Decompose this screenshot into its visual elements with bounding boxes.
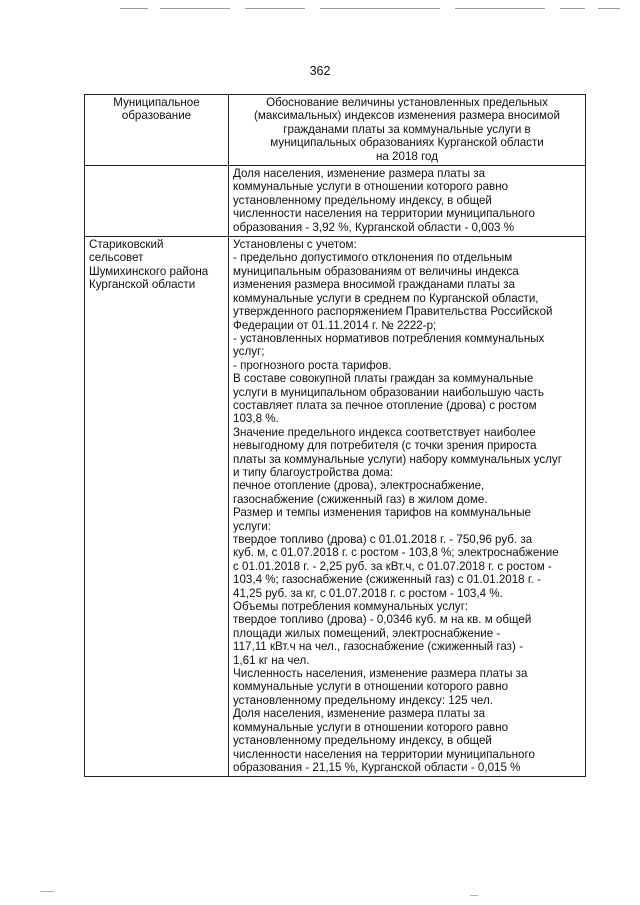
cell-justification-text: [229, 237, 586, 777]
text-line: услуг;: [233, 345, 265, 359]
text-line: Курганской области: [89, 278, 196, 292]
text-line: услуги в муниципальном образовании наибольшую часть: [233, 385, 544, 399]
header-municipality: [85, 95, 229, 166]
text-line: образования - 3,92 %, Курганской области - 0,003 %: [233, 220, 515, 234]
text-line: - установленных нормативов потребления коммунальных: [233, 331, 545, 345]
text-line: Численность населения, изменение размера платы за: [233, 667, 528, 681]
text-line: сельсовет: [89, 251, 144, 265]
table-row-continued: [85, 166, 586, 237]
text-line: услуги:: [233, 519, 271, 533]
text-line: коммунальные услуги в отношении которого равно: [233, 720, 509, 734]
text-line: Обоснование величины установленных предельных: [266, 96, 548, 109]
text-line: гражданами платы за коммунальные услуги в: [283, 122, 531, 136]
text-line: - предельно допустимого отклонения по отдельным: [233, 251, 513, 265]
text-line: 1,61 кг на чел.: [233, 653, 310, 667]
text-line: муниципальных образованиях Курганской области: [270, 136, 544, 150]
text-line: Объемы потребления коммунальных услуг:: [233, 600, 469, 614]
text-line: составляет плата за печное отопление (дрова) с ростом: [233, 398, 537, 412]
text-line: Шумихинского района: [89, 264, 209, 278]
scan-artifact-top: [120, 8, 620, 9]
text-line: утвержденного распоряжением Правительства Российской: [233, 305, 553, 319]
text-line: твердое топливо (дрова) - 0,0346 куб. м на кв. м общей: [233, 613, 532, 627]
text-line: Размер и темпы изменения тарифов на коммунальные: [233, 506, 531, 520]
text-line: газоснабжение (сжиженный газ) в жилом доме.: [233, 492, 488, 506]
text-line: установленному предельному индексу, в общей: [233, 193, 492, 207]
text-line: с 01.01.2018 г. - 2,25 руб. за кВт.ч, с 01.07.2018 г. с ростом -: [233, 559, 552, 573]
text-line: численности населения на территории муниципального: [233, 747, 535, 761]
text-line: и типу благоустройства дома:: [233, 465, 394, 479]
text-line: коммунальные услуги в отношении которого равно: [233, 680, 509, 694]
text-line: печное отопление (дрова), электроснабжение,: [233, 479, 485, 493]
text-line: Доля населения, изменение размера платы за: [233, 707, 486, 721]
cell-municipality-name: [85, 237, 229, 777]
header-justification: [229, 95, 586, 166]
text-line: Доля населения, изменение размера платы за: [233, 167, 486, 181]
text-line: Установлены с учетом:: [233, 238, 357, 252]
text-line: Значение предельного индекса соответствует наиболее: [233, 425, 536, 439]
text-line: (максимальных) индексов изменения размера вносимой: [254, 109, 560, 123]
text-line: коммунальные услуги в отношении которого равно: [233, 180, 509, 194]
text-line: куб. м, с 01.07.2018 г. с ростом - 103,8 %; электроснабжение: [233, 546, 559, 560]
scan-artifact-bottom: [0, 881, 640, 901]
page-number: 362: [309, 64, 331, 78]
text-line: образование: [121, 109, 192, 123]
text-line: коммунальные услуги в среднем по Курганской области,: [233, 291, 539, 305]
text-line: - прогнозного роста тарифов.: [233, 358, 392, 372]
table-row-starikovsky: [85, 237, 586, 777]
text-line: установленному предельному индексу: 125 чел.: [233, 693, 493, 707]
tariff-justification-table: [84, 94, 586, 777]
text-line: 103,4 %; газоснабжение (сжиженный газ) с 01.01.2018 г. -: [233, 573, 541, 587]
text-line: установленному предельному индексу, в общей: [233, 734, 492, 748]
text-line: В составе совокупной платы граждан за коммунальные: [233, 372, 534, 386]
text-line: Федерации от 01.11.2014 г. № 2222-р;: [233, 318, 437, 332]
text-line: 117,11 кВт.ч на чел., газоснабжение (сжиженный газ) -: [233, 640, 523, 654]
table-header-row: [85, 95, 586, 166]
text-line: муниципальным образованиям от величины индекса: [233, 264, 519, 278]
text-line: численности населения на территории муниципального: [233, 207, 535, 221]
text-line: площади жилых помещений, электроснабжение -: [233, 626, 501, 640]
text-line: 41,25 руб. за кг, с 01.07.2018 г. с ростом - 103,4 %.: [233, 586, 503, 600]
cell-empty: [85, 166, 229, 237]
cell-population-share-previous: [229, 166, 586, 237]
text-line: на 2018 год: [375, 149, 439, 163]
text-line: Муниципальное: [113, 96, 200, 109]
text-line: невыгодному для потребителя (с точки зрения прироста: [233, 439, 537, 453]
text-line: изменения размера вносимой гражданами платы за: [233, 278, 515, 292]
text-line: 103,8 %.: [233, 412, 279, 426]
text-line: твердое топливо (дрова) с 01.01.2018 г. - 750,96 руб. за: [233, 533, 533, 546]
text-line: Стариковский: [89, 238, 164, 252]
text-line: образования - 21,15 %, Курганской области - 0,015 %: [233, 760, 521, 774]
text-line: платы за коммунальные услуги) набору коммунальных услуг: [233, 452, 562, 466]
